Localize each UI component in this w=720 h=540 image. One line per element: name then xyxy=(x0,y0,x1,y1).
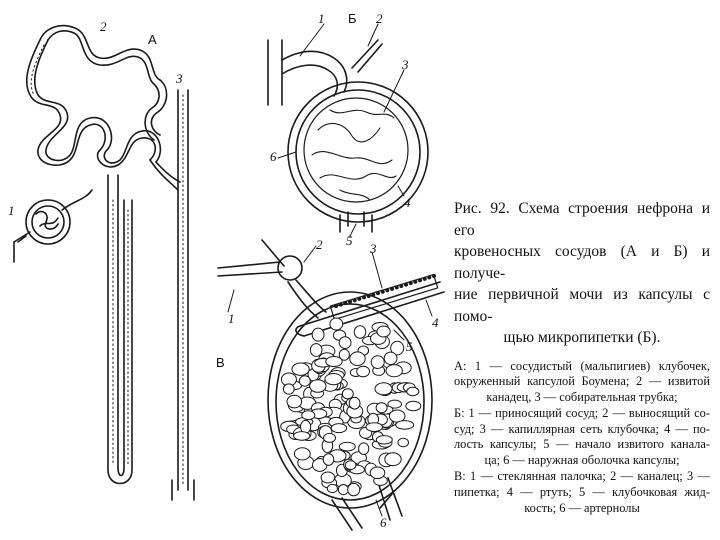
bead-shape xyxy=(399,284,403,288)
bead-shape xyxy=(385,288,389,292)
cell-shape xyxy=(385,453,401,466)
cell-shape xyxy=(321,472,335,483)
bead-shape xyxy=(362,295,366,299)
legend-line: окруженный капсулой Боумена; 2 — извитой xyxy=(454,374,710,389)
panel-a-drawing xyxy=(14,26,194,500)
cell-shape xyxy=(384,352,397,364)
label-v6: 6 xyxy=(380,515,387,530)
cell-shape xyxy=(354,326,366,338)
legend-line: В: 1 — стеклянная палочка; 2 — каналец; 3 — xyxy=(454,469,710,484)
cell-shape xyxy=(407,387,419,395)
cell-shape xyxy=(324,433,336,442)
glomerular-cells xyxy=(281,318,421,496)
cell-shape xyxy=(357,366,370,377)
cell-shape xyxy=(294,432,310,441)
caption-title-line: щью микропипетки (Б). xyxy=(503,329,661,346)
cell-shape xyxy=(331,424,346,433)
bead-shape xyxy=(339,303,343,307)
label-b3: 3 xyxy=(402,57,409,72)
legend-line: канадец, 3 — собирательная трубка; xyxy=(486,390,678,405)
caption-title-line: ние первичной мочи из капсулы с помо- xyxy=(454,286,710,325)
cell-shape xyxy=(325,374,342,385)
cell-shape xyxy=(376,436,392,444)
label-v1: 1 xyxy=(228,311,235,326)
figure-caption xyxy=(454,198,710,516)
cell-shape xyxy=(339,337,351,349)
cell-shape xyxy=(366,423,382,432)
cell-shape xyxy=(398,438,409,446)
label-v2: 2 xyxy=(316,237,323,252)
label-b4: 4 xyxy=(404,195,411,210)
cell-shape xyxy=(371,356,384,369)
cell-shape xyxy=(349,397,360,409)
legend-line: пипетка; 4 — ртуть; 5 — клубочковая жид- xyxy=(454,484,710,499)
bead-shape xyxy=(376,291,380,295)
label-b5: 5 xyxy=(346,233,353,248)
bead-shape xyxy=(353,298,357,302)
bead-shape xyxy=(381,290,385,294)
bead-shape xyxy=(334,304,338,308)
caption-title-line: Рис. 92. Схема строения нефрона и его xyxy=(454,200,710,239)
cell-shape xyxy=(377,326,390,337)
bead-shape xyxy=(395,285,399,289)
bead-shape xyxy=(348,300,352,304)
cell-shape xyxy=(342,389,353,399)
bead-shape xyxy=(357,297,361,301)
caption-legend xyxy=(454,359,710,517)
legend-line: А: 1 — сосудистый (мальпигиев) клубочек, xyxy=(454,358,710,373)
label-panel-b: Б xyxy=(348,11,357,26)
label-panel-v: В xyxy=(216,355,225,370)
label-v3: 3 xyxy=(370,241,377,256)
label-v5: 5 xyxy=(406,339,413,354)
legend-line: ца; 6 — наружная оболочка капсулы; xyxy=(484,453,680,468)
caption-title-line: кровеносных сосудов (А и Б) и получе- xyxy=(454,243,710,282)
cell-shape xyxy=(338,485,348,495)
bead-shape xyxy=(367,294,371,298)
cell-shape xyxy=(396,421,414,430)
cell-shape xyxy=(386,365,402,377)
bead-shape xyxy=(427,275,431,279)
cell-shape xyxy=(310,344,322,357)
bead-shape xyxy=(371,293,375,297)
label-v4: 4 xyxy=(432,315,439,330)
label-b1: 1 xyxy=(318,11,325,26)
cell-shape xyxy=(359,443,369,455)
bead-shape xyxy=(409,281,413,285)
label-panel-a: А xyxy=(148,32,157,47)
cell-shape xyxy=(376,403,387,413)
bead-shape xyxy=(343,301,347,305)
cell-shape xyxy=(375,383,392,395)
cell-shape xyxy=(292,363,309,375)
cell-shape xyxy=(283,384,294,394)
bead-shape xyxy=(423,277,427,281)
cell-shape xyxy=(299,376,310,386)
cell-shape xyxy=(330,318,343,330)
cell-shape xyxy=(323,454,334,466)
cell-shape xyxy=(326,357,342,367)
label-a3: 3 xyxy=(176,71,183,86)
cell-shape xyxy=(348,483,360,495)
cell-shape xyxy=(302,411,315,420)
cell-shape xyxy=(287,395,302,408)
bead-shape xyxy=(390,287,394,291)
label-b2: 2 xyxy=(376,11,383,26)
cell-shape xyxy=(312,328,324,341)
cell-shape xyxy=(350,352,365,366)
caption-title xyxy=(454,198,710,349)
legend-line: суд; 3 — капиллярная сеть клубочка; 4 — по- xyxy=(454,421,710,436)
legend-line: лость капсулы; 5 — начало извитого канала- xyxy=(454,437,710,452)
cell-shape xyxy=(339,442,355,451)
cell-shape xyxy=(327,484,337,492)
label-a1: 1 xyxy=(8,203,15,218)
bead-shape xyxy=(418,278,422,282)
label-a2: 2 xyxy=(100,19,107,34)
legend-line: кость; 6 — артернолы xyxy=(524,500,640,515)
bead-shape xyxy=(432,274,436,278)
label-b6: 6 xyxy=(270,149,277,164)
bead-shape xyxy=(404,283,408,287)
cell-shape xyxy=(370,467,385,479)
legend-line: Б: 1 — приносящий сосуд; 2 — выносящий со- xyxy=(454,405,710,420)
cell-shape xyxy=(345,461,356,470)
cell-shape xyxy=(310,380,326,393)
bead-shape xyxy=(413,280,417,284)
cell-shape xyxy=(406,401,421,410)
cell-shape xyxy=(294,448,310,460)
